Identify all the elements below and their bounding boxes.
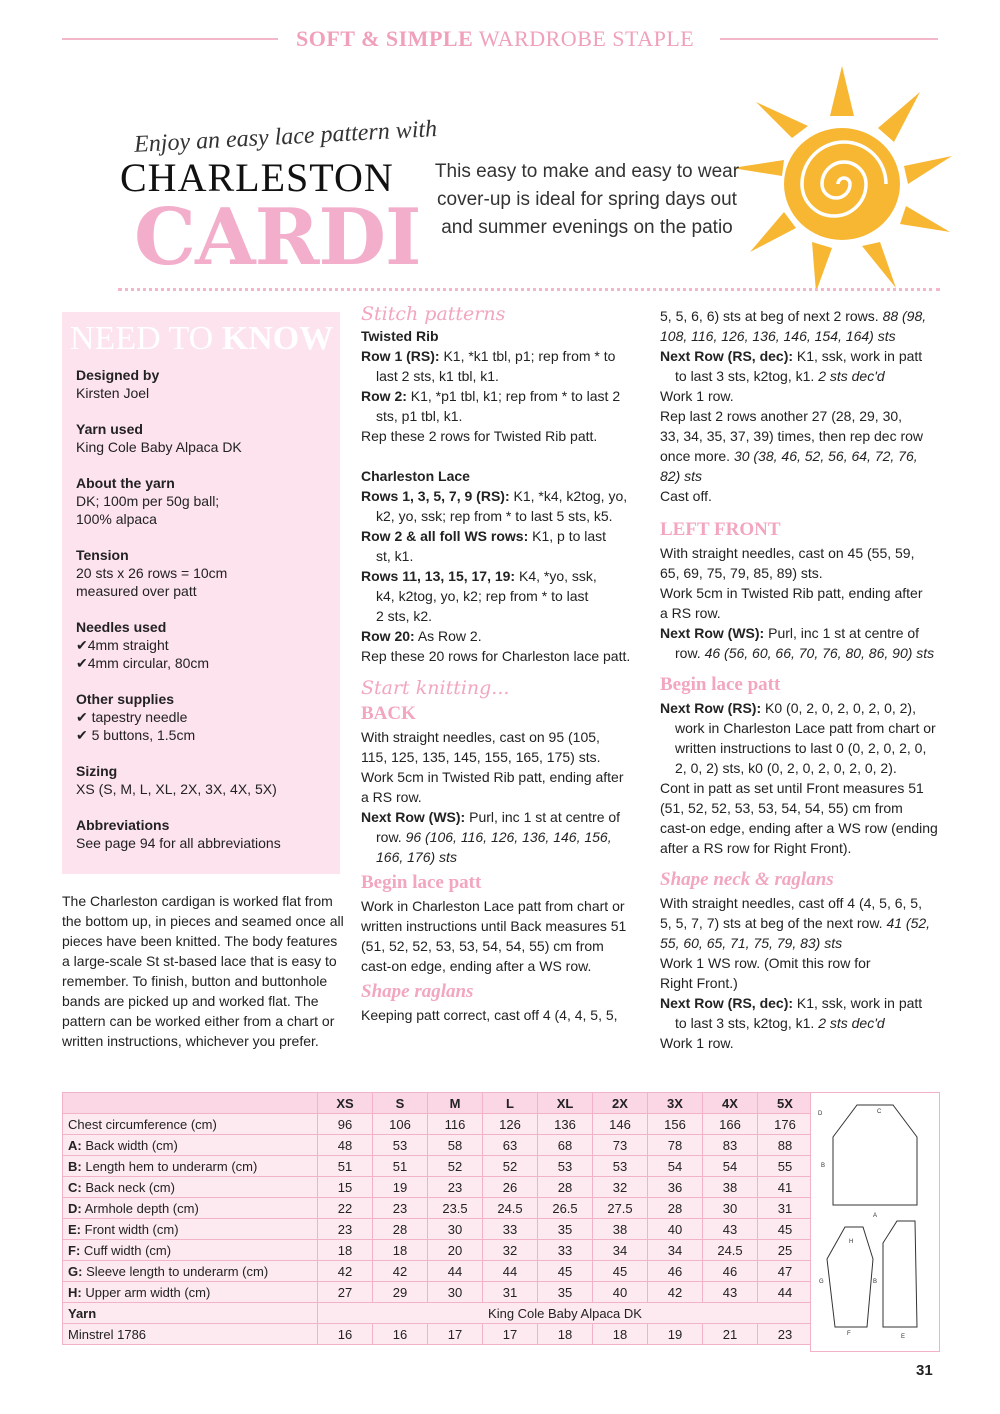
measurement-letter: H: bbox=[68, 1284, 82, 1300]
shape-neck-heading: Shape neck & raglans bbox=[660, 869, 834, 890]
row-text: 65, 69, 75, 79, 85, 89) sts. bbox=[660, 565, 823, 581]
row-text: cast-on edge, ending after a WS row (ending bbox=[660, 820, 938, 836]
stitch-count: 55, 60, 65, 71, 75, 79, 83) sts bbox=[660, 935, 843, 951]
need-to-know-item bbox=[76, 474, 332, 528]
table-cell: 51 bbox=[318, 1156, 373, 1177]
item-value: ✔4mm straight bbox=[76, 637, 169, 653]
table-cell: 42 bbox=[648, 1282, 703, 1303]
row-text: With straight needles, cast off 4 (4, 5, 6, 5, bbox=[660, 895, 922, 911]
table-cell: 38 bbox=[593, 1219, 648, 1240]
header-rule-left bbox=[62, 38, 278, 40]
table-cell: 73 bbox=[593, 1135, 648, 1156]
row-text: K1, *k1 tbl, p1; rep from * to bbox=[443, 348, 616, 364]
table-cell: 51 bbox=[373, 1156, 428, 1177]
table-cell: 20 bbox=[428, 1240, 483, 1261]
table-row bbox=[63, 1240, 813, 1261]
table-cell: 34 bbox=[593, 1240, 648, 1261]
table-cell: 146 bbox=[593, 1114, 648, 1135]
table-cell: 55 bbox=[758, 1156, 813, 1177]
table-cell: 106 bbox=[373, 1114, 428, 1135]
stitch-count: 30 (38, 46, 52, 56, 64, 72, 76, bbox=[733, 448, 918, 464]
row-text: Work 1 WS row. (Omit this row for bbox=[660, 955, 871, 971]
need-to-know-item bbox=[76, 420, 332, 456]
table-cell: 43 bbox=[703, 1282, 758, 1303]
row-text: K1, *k4, k2tog, yo, bbox=[513, 488, 628, 504]
size-header: 3X bbox=[648, 1093, 703, 1114]
table-cell: 23 bbox=[318, 1219, 373, 1240]
row-text: once more. bbox=[660, 448, 731, 464]
table-cell: 68 bbox=[538, 1135, 593, 1156]
item-value: ✔4mm circular, 80cm bbox=[76, 655, 210, 671]
table-cell: 43 bbox=[703, 1219, 758, 1240]
measurement-name: Back neck (cm) bbox=[85, 1179, 175, 1195]
begin-lace-heading: Begin lace patt bbox=[361, 872, 482, 893]
row-text: written instructions to last 0 (0, 2, 0, 2, 0, bbox=[675, 740, 927, 756]
measurement-letter: B: bbox=[68, 1158, 82, 1174]
table-cell: 42 bbox=[318, 1261, 373, 1282]
table-cell: 32 bbox=[593, 1177, 648, 1198]
page-number: 31 bbox=[916, 1362, 933, 1379]
label-h: H bbox=[849, 1239, 854, 1245]
row-text: 33, 34, 35, 37, 39) times, then rep dec row bbox=[660, 428, 924, 444]
table-cell: 45 bbox=[538, 1261, 593, 1282]
table-cell: 28 bbox=[373, 1219, 428, 1240]
measurement-name: Length hem to underarm (cm) bbox=[85, 1158, 258, 1174]
twisted-rib-heading: Twisted Rib bbox=[361, 328, 439, 344]
item-label: About the yarn bbox=[76, 475, 175, 491]
table-cell: 33 bbox=[483, 1219, 538, 1240]
table-row bbox=[63, 1282, 813, 1303]
row-label: Next Row (RS, dec): bbox=[660, 348, 794, 364]
measurement-letter: C: bbox=[68, 1179, 82, 1195]
left-front-heading: LEFT FRONT bbox=[660, 519, 781, 540]
table-cell: 21 bbox=[703, 1324, 758, 1345]
table-cell: 24.5 bbox=[483, 1198, 538, 1219]
table-cell: 176 bbox=[758, 1114, 813, 1135]
charleston-lace-heading: Charleston Lace bbox=[361, 468, 470, 484]
label-g: G bbox=[819, 1279, 824, 1285]
title-line2: CARDI bbox=[134, 192, 421, 283]
need-to-know-item bbox=[76, 762, 332, 798]
table-cell: 36 bbox=[648, 1177, 703, 1198]
yarn-label: Yarn bbox=[63, 1303, 318, 1324]
table-cell: 136 bbox=[538, 1114, 593, 1135]
table-cell: 31 bbox=[483, 1282, 538, 1303]
table-cell: 78 bbox=[648, 1135, 703, 1156]
row-text: Work 5cm in Twisted Rib patt, ending after bbox=[660, 585, 923, 601]
need-to-know-heading bbox=[70, 320, 333, 358]
item-value: See page 94 for all abbreviations bbox=[76, 835, 281, 851]
row-text: Purl, inc 1 st at centre of bbox=[768, 625, 920, 641]
dotted-divider bbox=[118, 288, 940, 291]
table-cell: 18 bbox=[318, 1240, 373, 1261]
row-label: Row 20: bbox=[361, 628, 415, 644]
item-value: 20 sts x 26 rows = 10cm bbox=[76, 565, 228, 581]
table-cell: 44 bbox=[758, 1282, 813, 1303]
row-text: 5, 5, 6, 6) sts at beg of next 2 rows. bbox=[660, 308, 879, 324]
row-text: Cast off. bbox=[660, 488, 712, 504]
measurement-name: Back width (cm) bbox=[85, 1137, 178, 1153]
item-value: ✔ tapestry needle bbox=[76, 709, 188, 725]
row-label: Next Row (WS): bbox=[361, 809, 466, 825]
measurement-letter: E: bbox=[68, 1221, 81, 1237]
measurement-letter: A: bbox=[68, 1137, 82, 1153]
table-cell: 96 bbox=[318, 1114, 373, 1135]
row-text: With straight needles, cast on 95 (105, bbox=[361, 729, 600, 745]
row-label: Row 2 & all foll WS rows: bbox=[361, 528, 529, 544]
table-cell: 34 bbox=[648, 1240, 703, 1261]
size-header: M bbox=[428, 1093, 483, 1114]
table-cell: 116 bbox=[428, 1114, 483, 1135]
measurement-letter: F: bbox=[68, 1242, 81, 1258]
need-to-know-item bbox=[76, 816, 332, 852]
measurement-label bbox=[63, 1177, 318, 1198]
row-text: k4, k2tog, yo, k2; rep from * to last bbox=[376, 588, 589, 604]
stitch-count: 88 (98, bbox=[882, 308, 927, 324]
table-cell: 35 bbox=[538, 1219, 593, 1240]
row-label: Rows 11, 13, 15, 17, 19: bbox=[361, 568, 516, 584]
need-to-know-box bbox=[62, 312, 340, 874]
row-text: With straight needles, cast on 45 (55, 59, bbox=[660, 545, 915, 561]
yarn-name: King Cole Baby Alpaca DK bbox=[318, 1303, 813, 1324]
back-heading: BACK bbox=[361, 703, 416, 724]
row-text: K4, *yo, ssk, bbox=[519, 568, 597, 584]
table-cell: 33 bbox=[538, 1240, 593, 1261]
table-cell: 26 bbox=[483, 1177, 538, 1198]
column-middle bbox=[361, 304, 641, 1025]
table-cell: 52 bbox=[428, 1156, 483, 1177]
table-cell: 40 bbox=[648, 1219, 703, 1240]
row-text: Purl, inc 1 st at centre of bbox=[469, 809, 621, 825]
table-cell: 45 bbox=[593, 1261, 648, 1282]
garment-schematic bbox=[810, 1092, 940, 1352]
stitch-count: 2 sts dec'd bbox=[818, 368, 885, 384]
size-header: 4X bbox=[703, 1093, 758, 1114]
stitch-count: 82) sts bbox=[660, 468, 703, 484]
row-text: last 2 sts, k1 tbl, k1. bbox=[376, 368, 499, 384]
table-cell: 35 bbox=[538, 1282, 593, 1303]
need-to-know-item bbox=[76, 546, 332, 600]
item-label: Abbreviations bbox=[76, 817, 170, 833]
row-text: k2, yo, ssk; rep from * to last 5 sts, k5. bbox=[376, 508, 613, 524]
table-cell: 18 bbox=[373, 1240, 428, 1261]
table-cell: 23.5 bbox=[428, 1198, 483, 1219]
item-label: Tension bbox=[76, 547, 129, 563]
header-rule-right bbox=[720, 38, 938, 40]
table-cell: 19 bbox=[648, 1324, 703, 1345]
measurement-letter: G: bbox=[68, 1263, 83, 1279]
table-cell: 44 bbox=[428, 1261, 483, 1282]
shade-label: Minstrel 1786 bbox=[63, 1324, 318, 1345]
table-cell: 19 bbox=[373, 1177, 428, 1198]
measurement-label bbox=[63, 1240, 318, 1261]
measurement-label bbox=[63, 1282, 318, 1303]
row-text: K1, *p1 tbl, k1; rep from * to last 2 bbox=[410, 388, 621, 404]
title-kicker: Enjoy an easy lace pattern with bbox=[133, 116, 438, 158]
table-cell: 54 bbox=[648, 1156, 703, 1177]
measurement-label bbox=[63, 1219, 318, 1240]
table-row bbox=[63, 1156, 813, 1177]
table-row bbox=[63, 1261, 813, 1282]
label-d: D bbox=[818, 1111, 823, 1117]
header-title-light: WARDROBE STAPLE bbox=[478, 26, 695, 51]
row-text: work in Charleston Lace patt from chart or bbox=[675, 720, 936, 736]
label-e: E bbox=[901, 1334, 906, 1340]
table-row bbox=[63, 1135, 813, 1156]
header-title-bold: SOFT & SIMPLE bbox=[296, 26, 474, 51]
item-value: Kirsten Joel bbox=[76, 385, 150, 401]
table-cell: 17 bbox=[428, 1324, 483, 1345]
item-label: Sizing bbox=[76, 763, 118, 779]
table-cell: 40 bbox=[593, 1282, 648, 1303]
measurement-name: Front width (cm) bbox=[84, 1221, 179, 1237]
stitch-count: 2 sts dec'd bbox=[818, 1015, 885, 1031]
measurement-letter: D: bbox=[68, 1200, 82, 1216]
section-header bbox=[296, 26, 694, 52]
size-header: L bbox=[483, 1093, 538, 1114]
row-text: Work 1 row. bbox=[660, 388, 734, 404]
measurement-name: Sleeve length to underarm (cm) bbox=[86, 1263, 269, 1279]
table-cell: 88 bbox=[758, 1135, 813, 1156]
table-cell: 53 bbox=[373, 1135, 428, 1156]
measurement-name: Armhole depth (cm) bbox=[84, 1200, 199, 1216]
row-text: sts, p1 tbl, k1. bbox=[376, 408, 463, 424]
row-text: Rep these 2 rows for Twisted Rib patt. bbox=[361, 428, 598, 444]
row-text: K1, ssk, work in patt bbox=[796, 995, 923, 1011]
row-text: Work 1 row. bbox=[660, 1035, 734, 1051]
stitch-patterns-heading: Stitch patterns bbox=[361, 303, 506, 325]
intro-blurb: This easy to make and easy to wear cover-up is ideal for spring days out and summer evenings on the patio bbox=[434, 161, 740, 238]
shape-raglans-heading: Shape raglans bbox=[361, 981, 474, 1002]
item-label: Other supplies bbox=[76, 691, 175, 707]
table-row bbox=[63, 1219, 813, 1240]
row-text: Work in Charleston Lace patt from chart or bbox=[361, 898, 625, 914]
shade-row bbox=[63, 1324, 813, 1345]
row-label: Row 1 (RS): bbox=[361, 348, 440, 364]
label-b: B bbox=[821, 1163, 826, 1169]
table-cell: 28 bbox=[648, 1198, 703, 1219]
stitch-count: 96 (106, 116, 126, 136, 146, 156, bbox=[405, 829, 612, 845]
table-cell: 53 bbox=[538, 1156, 593, 1177]
table-cell: 22 bbox=[318, 1198, 373, 1219]
table-cell: 52 bbox=[483, 1156, 538, 1177]
row-label: Next Row (RS): bbox=[660, 700, 762, 716]
column-right bbox=[660, 306, 942, 1053]
table-cell: 54 bbox=[703, 1156, 758, 1177]
table-cell: 45 bbox=[758, 1219, 813, 1240]
item-value: 100% alpaca bbox=[76, 511, 157, 527]
header-blank bbox=[63, 1093, 318, 1114]
row-text: (51, 52, 52, 53, 53, 54, 54, 55) cm from bbox=[361, 938, 604, 954]
row-text: a RS row. bbox=[361, 789, 422, 805]
table-cell: 23 bbox=[758, 1324, 813, 1345]
row-label: Next Row (RS, dec): bbox=[660, 995, 794, 1011]
stitch-count: 46 (56, 60, 66, 70, 76, 80, 86, 90) sts bbox=[704, 645, 935, 661]
row-label: Next Row (WS): bbox=[660, 625, 765, 641]
row-text: K0 (0, 2, 0, 2, 0, 2, 0, 2), bbox=[765, 700, 916, 716]
table-cell: 30 bbox=[428, 1282, 483, 1303]
item-value: measured over patt bbox=[76, 583, 197, 599]
heading-light: NEED TO bbox=[70, 320, 214, 357]
table-cell: 16 bbox=[373, 1324, 428, 1345]
row-text: row. bbox=[376, 829, 402, 845]
need-to-know-list bbox=[76, 366, 332, 870]
row-text: cast-on edge, ending after a WS row. bbox=[361, 958, 592, 974]
row-text: As Row 2. bbox=[417, 628, 482, 644]
table-cell: 24.5 bbox=[703, 1240, 758, 1261]
item-value: ✔ 5 buttons, 1.5cm bbox=[76, 727, 196, 743]
label-b2: B bbox=[873, 1279, 878, 1285]
row-text: (51, 52, 52, 53, 53, 54, 54, 55) cm from bbox=[660, 800, 903, 816]
row-text: Rep last 2 rows another 27 (28, 29, 30, bbox=[660, 408, 903, 424]
row-text: to last 3 sts, k2tog, k1. bbox=[675, 1015, 815, 1031]
sun-icon bbox=[730, 56, 960, 296]
size-header: 2X bbox=[593, 1093, 648, 1114]
row-label: Row 2: bbox=[361, 388, 407, 404]
table-row bbox=[63, 1114, 813, 1135]
item-label: Yarn used bbox=[76, 421, 143, 437]
measurement-label bbox=[63, 1198, 318, 1219]
row-text: 115, 125, 135, 145, 155, 165, 175) sts. bbox=[361, 749, 601, 765]
measurement-label bbox=[63, 1156, 318, 1177]
table-cell: 42 bbox=[373, 1261, 428, 1282]
begin-lace-heading-front: Begin lace patt bbox=[660, 674, 781, 695]
row-text: Rep these 20 rows for Charleston lace patt. bbox=[361, 648, 631, 664]
measurement-label bbox=[63, 1261, 318, 1282]
table-cell: 28 bbox=[538, 1177, 593, 1198]
schematic-diagram bbox=[811, 1093, 939, 1351]
row-text: to last 3 sts, k2tog, k1. bbox=[675, 368, 815, 384]
table-cell: 38 bbox=[703, 1177, 758, 1198]
measurement-label bbox=[63, 1114, 318, 1135]
stitch-count: 41 (52, bbox=[886, 915, 931, 931]
table-cell: 27.5 bbox=[593, 1198, 648, 1219]
table-cell: 156 bbox=[648, 1114, 703, 1135]
table-cell: 15 bbox=[318, 1177, 373, 1198]
heading-bold: KNOW bbox=[221, 320, 334, 357]
row-text: Keeping patt correct, cast off 4 (4, 4, 5, 5, bbox=[361, 1007, 618, 1023]
row-text: after a RS row for Right Front). bbox=[660, 840, 852, 856]
stitch-count: 166, 176) sts bbox=[376, 849, 457, 865]
table-cell: 31 bbox=[758, 1198, 813, 1219]
need-to-know-item bbox=[76, 618, 332, 672]
size-header: XS bbox=[318, 1093, 373, 1114]
item-value: XS (S, M, L, XL, 2X, 3X, 4X, 5X) bbox=[76, 781, 277, 797]
title-line1: CHARLESTON bbox=[120, 155, 394, 200]
measurement-name: Cuff width (cm) bbox=[83, 1242, 172, 1258]
start-knitting-heading: Start knitting... bbox=[361, 677, 510, 699]
row-label: Rows 1, 3, 5, 7, 9 (RS): bbox=[361, 488, 510, 504]
table-cell: 17 bbox=[483, 1324, 538, 1345]
table-cell: 166 bbox=[703, 1114, 758, 1135]
size-table bbox=[62, 1092, 813, 1345]
table-cell: 23 bbox=[373, 1198, 428, 1219]
table-cell: 46 bbox=[703, 1261, 758, 1282]
table-cell: 29 bbox=[373, 1282, 428, 1303]
table-cell: 25 bbox=[758, 1240, 813, 1261]
need-to-know-item bbox=[76, 366, 332, 402]
row-text: K1, ssk, work in patt bbox=[796, 348, 923, 364]
intro-paragraph: The Charleston cardigan is worked flat from the bottom up, in pieces and seamed once all pieces have been knitted. The body features a large-scale St st-based lace that is easy to remember. To finish, button and buttonhole bands are picked up and worked flat. The pattern can be worked either from a chart or written instructions, whichever you prefer. bbox=[62, 893, 344, 1049]
row-text: written instructions until Back measures 51 bbox=[361, 918, 627, 934]
table-cell: 32 bbox=[483, 1240, 538, 1261]
measurement-name: Chest circumference (cm) bbox=[68, 1116, 217, 1132]
row-text: row. bbox=[675, 645, 701, 661]
row-text: Right Front.) bbox=[660, 975, 738, 991]
table-cell: 63 bbox=[483, 1135, 538, 1156]
table-cell: 58 bbox=[428, 1135, 483, 1156]
table-cell: 30 bbox=[703, 1198, 758, 1219]
table-cell: 46 bbox=[648, 1261, 703, 1282]
row-text: 2, 0, 2) sts, k0 (0, 2, 0, 2, 0, 2, 0, 2). bbox=[675, 760, 897, 776]
table-cell: 30 bbox=[428, 1219, 483, 1240]
item-label: Designed by bbox=[76, 367, 160, 383]
stitch-count: 108, 116, 126, 136, 146, 154, 164) sts bbox=[660, 328, 896, 344]
table-cell: 48 bbox=[318, 1135, 373, 1156]
row-text: 2 sts, k2. bbox=[376, 608, 433, 624]
row-text: K1, p to last bbox=[532, 528, 607, 544]
table-cell: 47 bbox=[758, 1261, 813, 1282]
table-cell: 83 bbox=[703, 1135, 758, 1156]
table-cell: 18 bbox=[593, 1324, 648, 1345]
table-cell: 16 bbox=[318, 1324, 373, 1345]
measurement-label bbox=[63, 1135, 318, 1156]
table-cell: 41 bbox=[758, 1177, 813, 1198]
table-row bbox=[63, 1177, 813, 1198]
item-value: DK; 100m per 50g ball; bbox=[76, 493, 220, 509]
measurement-name: Upper arm width (cm) bbox=[85, 1284, 211, 1300]
item-value: King Cole Baby Alpaca DK bbox=[76, 439, 242, 455]
table-cell: 53 bbox=[593, 1156, 648, 1177]
label-a: A bbox=[873, 1213, 878, 1219]
size-header: S bbox=[373, 1093, 428, 1114]
table-cell: 18 bbox=[538, 1324, 593, 1345]
row-text: Work 5cm in Twisted Rib patt, ending after bbox=[361, 769, 624, 785]
table-cell: 27 bbox=[318, 1282, 373, 1303]
row-text: Cont in patt as set until Front measures 51 bbox=[660, 780, 924, 796]
table-cell: 126 bbox=[483, 1114, 538, 1135]
label-c: C bbox=[877, 1109, 882, 1115]
need-to-know-item bbox=[76, 690, 332, 744]
row-text: st, k1. bbox=[376, 548, 414, 564]
table-row bbox=[63, 1198, 813, 1219]
row-text: a RS row. bbox=[660, 605, 721, 621]
table-cell: 26.5 bbox=[538, 1198, 593, 1219]
item-label: Needles used bbox=[76, 619, 167, 635]
size-header: XL bbox=[538, 1093, 593, 1114]
table-cell: 44 bbox=[483, 1261, 538, 1282]
table-cell: 23 bbox=[428, 1177, 483, 1198]
size-header: 5X bbox=[758, 1093, 813, 1114]
label-f: F bbox=[847, 1331, 851, 1337]
row-text: 5, 5, 7, 7) sts at beg of the next row. bbox=[660, 915, 883, 931]
yarn-row bbox=[63, 1303, 813, 1324]
